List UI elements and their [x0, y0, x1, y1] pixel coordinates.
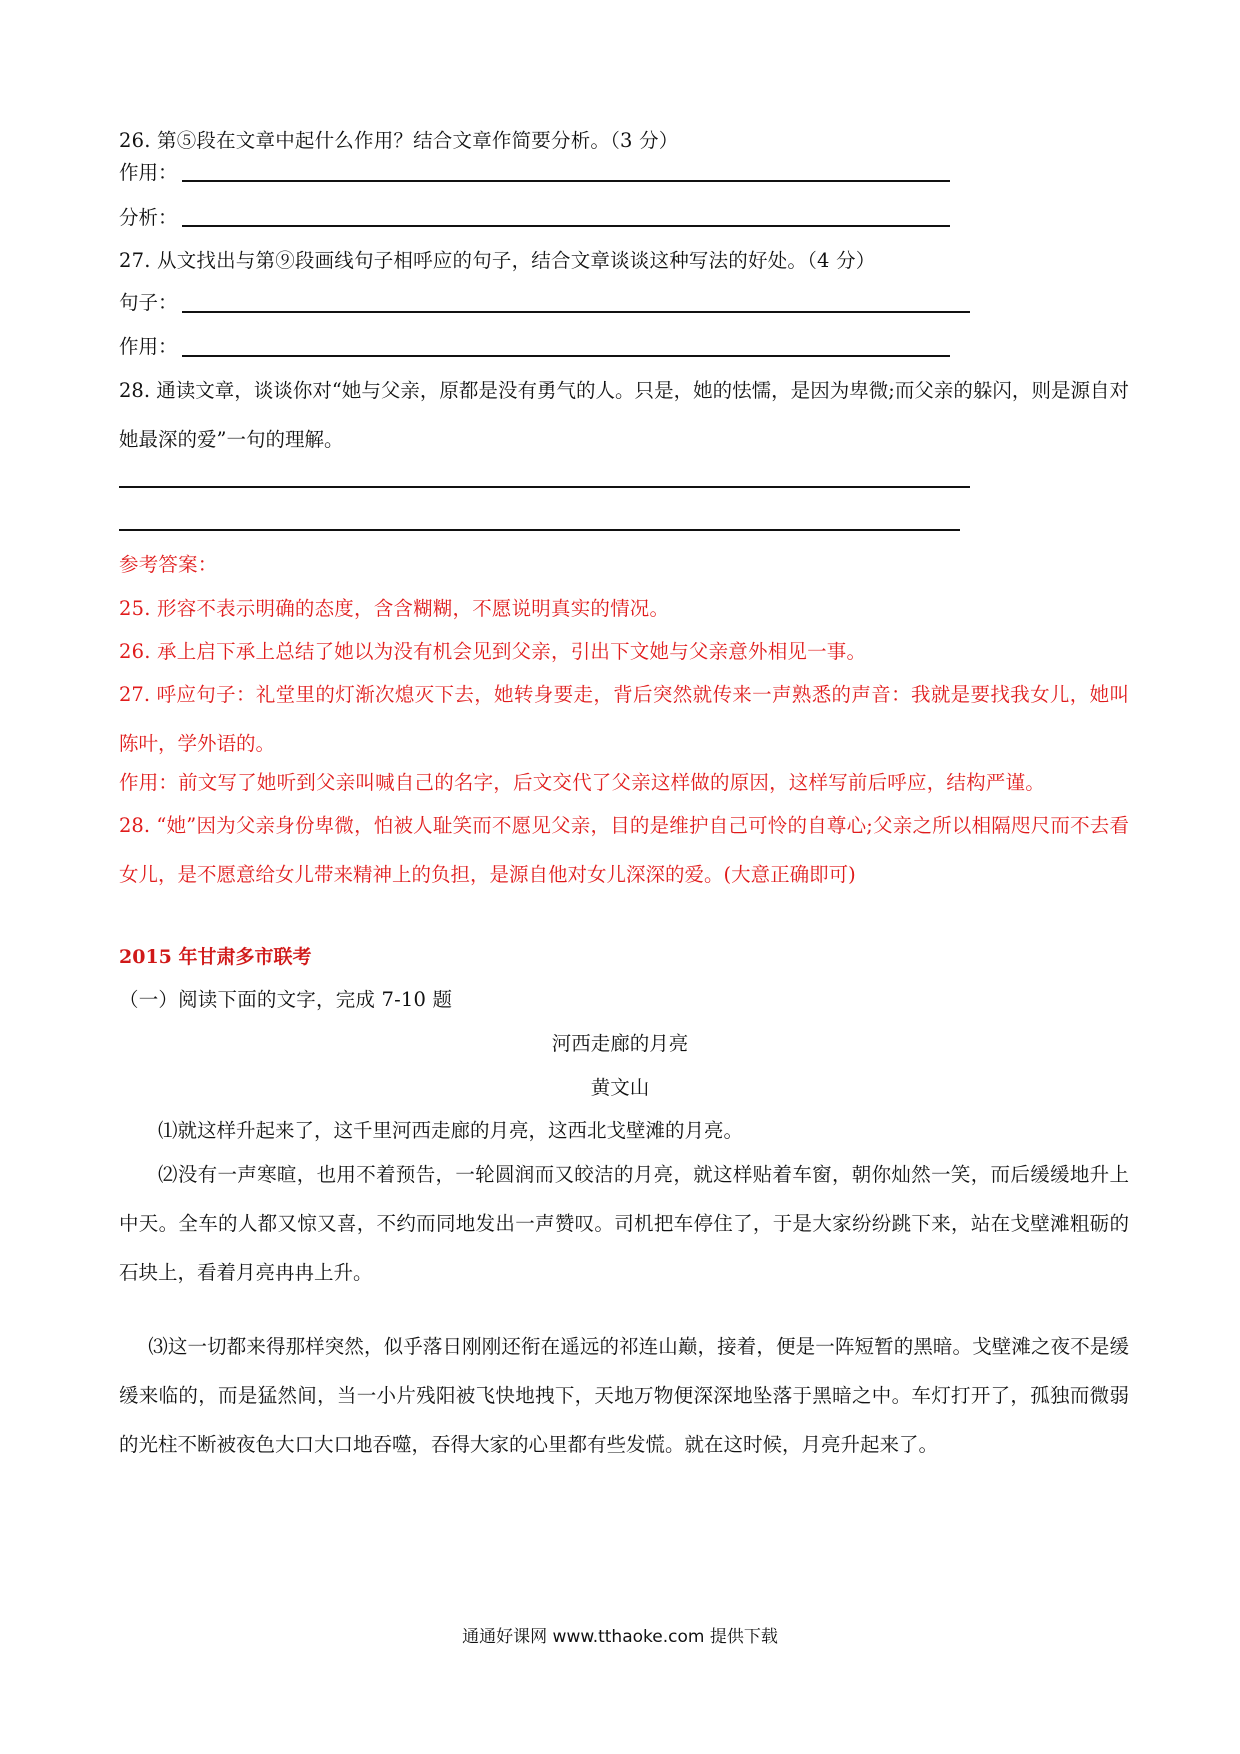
article-title: 河西走廊的月亮	[551, 1032, 689, 1055]
answer-25: 25. 形容不表示明确的态度，含含糊糊，不愿说明真实的情况。	[119, 597, 670, 620]
q26-analysis-answer-line	[182, 225, 950, 227]
answer-27-effect: 作用：前文写了她听到父亲叫喊自己的名字，后文交代了父亲这样做的原因，这样写前后呼应，结构严谨。	[119, 771, 1045, 794]
question-28-prompt: 28. 通读文章，谈谈你对“她与父亲，原都是没有勇气的人。只是，她的怯懦，是因为卑微;而父亲的躲闪，则是源自对她最深的爱”一句的理解。	[119, 379, 1129, 451]
q27-effect-answer-line	[182, 355, 950, 357]
q27-sentence-answer-line	[182, 311, 970, 313]
article-paragraph-2: ⑵没有一声寒暄，也用不着预告，一轮圆润而又皎洁的月亮，就这样贴着车窗，朝你灿然一笑，而后缓缓地升上中天。全车的人都又惊又喜，不约而同地发出一声赞叹。司机把车停住了，于是大家纷纷跳下来，站在戈壁滩粗砺的石块上，看着月亮冉冉上升。	[119, 1163, 1129, 1284]
answer-27: 27. 呼应句子：礼堂里的灯渐次熄灭下去，她转身要走，背后突然就传来一声熟悉的声音：我就是要找我女儿，她叫陈叶，学外语的。	[119, 683, 1129, 755]
answers-heading: 参考答案：	[119, 553, 218, 576]
article-author: 黄文山	[590, 1076, 650, 1099]
section-title: 2015 年甘肃多市联考	[119, 946, 312, 968]
answer-26: 26. 承上启下承上总结了她以为没有机会见到父亲，引出下文她与父亲意外相见一事。	[119, 640, 867, 663]
question-27-prompt: 27. 从文找出与第⑨段画线句子相呼应的句子，结合文章谈谈这种写法的好处。（4 分）	[119, 249, 876, 272]
answer-28: 28. “她”因为父亲身份卑微，怕被人耻笑而不愿见父亲，目的是维护自己可怜的自尊心;父亲之所以相隔咫尺而不去看女儿，是不愿意给女儿带来精神上的负担，是源自他对女儿深深的爱。(大意正确即可)	[119, 814, 1129, 886]
question-26-prompt: 26. 第⑤段在文章中起什么作用？结合文章作简要分析。（3 分）	[119, 129, 679, 152]
q28-answer-line-1	[119, 486, 970, 488]
q26-effect-answer-line	[182, 180, 950, 182]
article-paragraph-1: ⑴就这样升起来了，这千里河西走廊的月亮，这西北戈壁滩的月亮。	[158, 1119, 744, 1142]
page-footer: 通通好课网 www.tthaoke.com 提供下载	[462, 1627, 778, 1647]
article-paragraph-3: ⑶这一切都来得那样突然，似乎落日刚刚还衔在遥远的祁连山巅，接着，便是一阵短暂的黑暗。戈壁滩之夜不是缓缓来临的，而是猛然间，当一小片残阳被飞快地拽下，天地万物便深深地坠落于黑暗之中。车灯打开了，孤独而微弱的光柱不断被夜色大口大口地吞噬，吞得大家的心里都有些发慌。就在这时候，月亮升起来了。	[119, 1335, 1129, 1456]
q26-effect-label: 作用：	[119, 161, 178, 184]
q28-answer-line-2	[119, 529, 960, 531]
reading-instruction: （一）阅读下面的文字，完成 7-10 题	[119, 988, 453, 1011]
q27-effect-label: 作用：	[119, 335, 178, 358]
q27-sentence-label: 句子：	[119, 291, 178, 314]
q26-analysis-label: 分析：	[119, 206, 178, 229]
